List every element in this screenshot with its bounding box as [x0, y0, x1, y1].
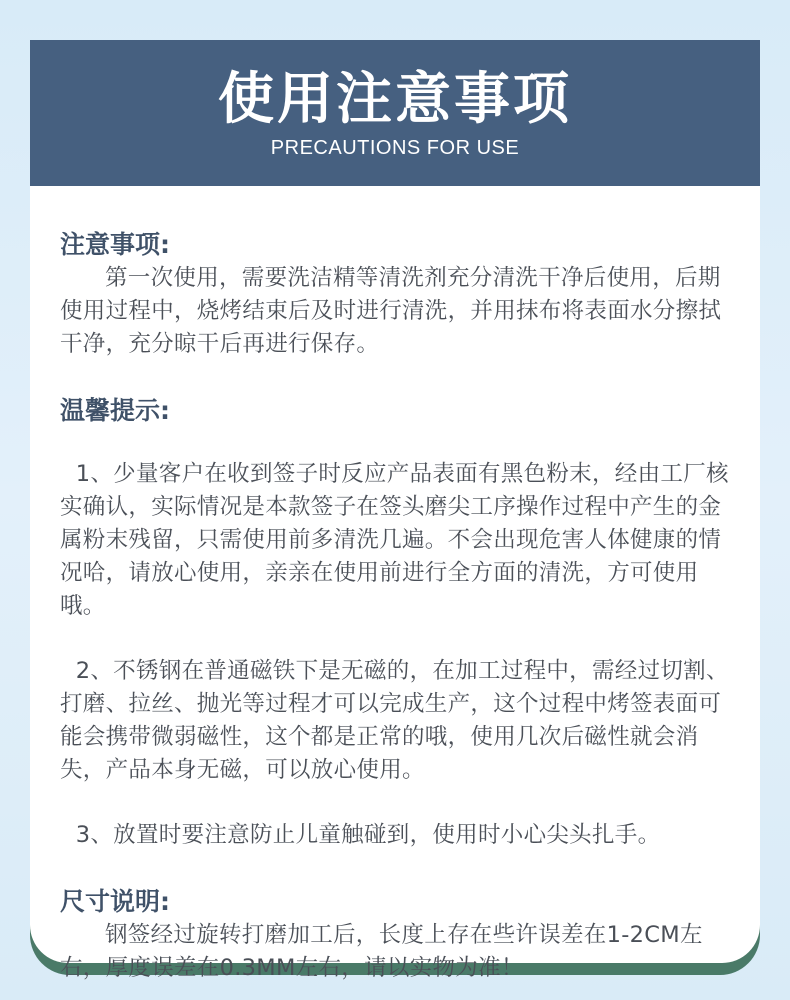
tip-item-1: 1、少量客户在收到签子时反应产品表面有黑色粉末，经由工厂核实确认，实际情况是本款签子在签头磨尖工序操作过程中产生的金属粉末残留，只需使用前多清洗几遍。不会出现危害人体健康的情况哈，请放心使用，亲亲在使用前进行全方面的清洗，方可使用哦。	[60, 461, 729, 619]
size-heading: 尺寸说明:	[60, 887, 170, 916]
precautions-card	[30, 40, 760, 981]
notes-heading: 注意事项:	[60, 230, 170, 259]
notes-text: 第一次使用，需要洗洁精等清洗剂充分清洗干净后使用，后期使用过程中，烧烤结束后及时进行清洗，并用抹布将表面水分擦拭干净，充分晾干后再进行保存。	[60, 265, 722, 357]
page-subtitle: PRECAUTIONS FOR USE	[270, 137, 520, 159]
size-text: 钢签经过旋转打磨加工后，长度上存在些许误差在1-2CM左右，厚度误差在0.3MM左右，请以实物为准！	[60, 922, 703, 981]
tip-item-2: 2、不锈钢在普通磁铁下是无磁的，在加工过程中，需经过切割、打磨、拉丝、抛光等过程才可以完成生产，这个过程中烤签表面可能会携带微弱磁性，这个都是正常的哦，使用几次后磁性就会消失，产品本身无磁，可以放心使用。	[60, 658, 729, 783]
tip-item-3: 3、放置时要注意防止儿童触碰到，使用时小心尖头扎手。	[75, 822, 661, 848]
card-header	[30, 40, 760, 186]
tips-heading: 温馨提示:	[60, 396, 170, 425]
card-content	[30, 186, 760, 985]
page-title: 使用注意事项	[218, 67, 572, 132]
